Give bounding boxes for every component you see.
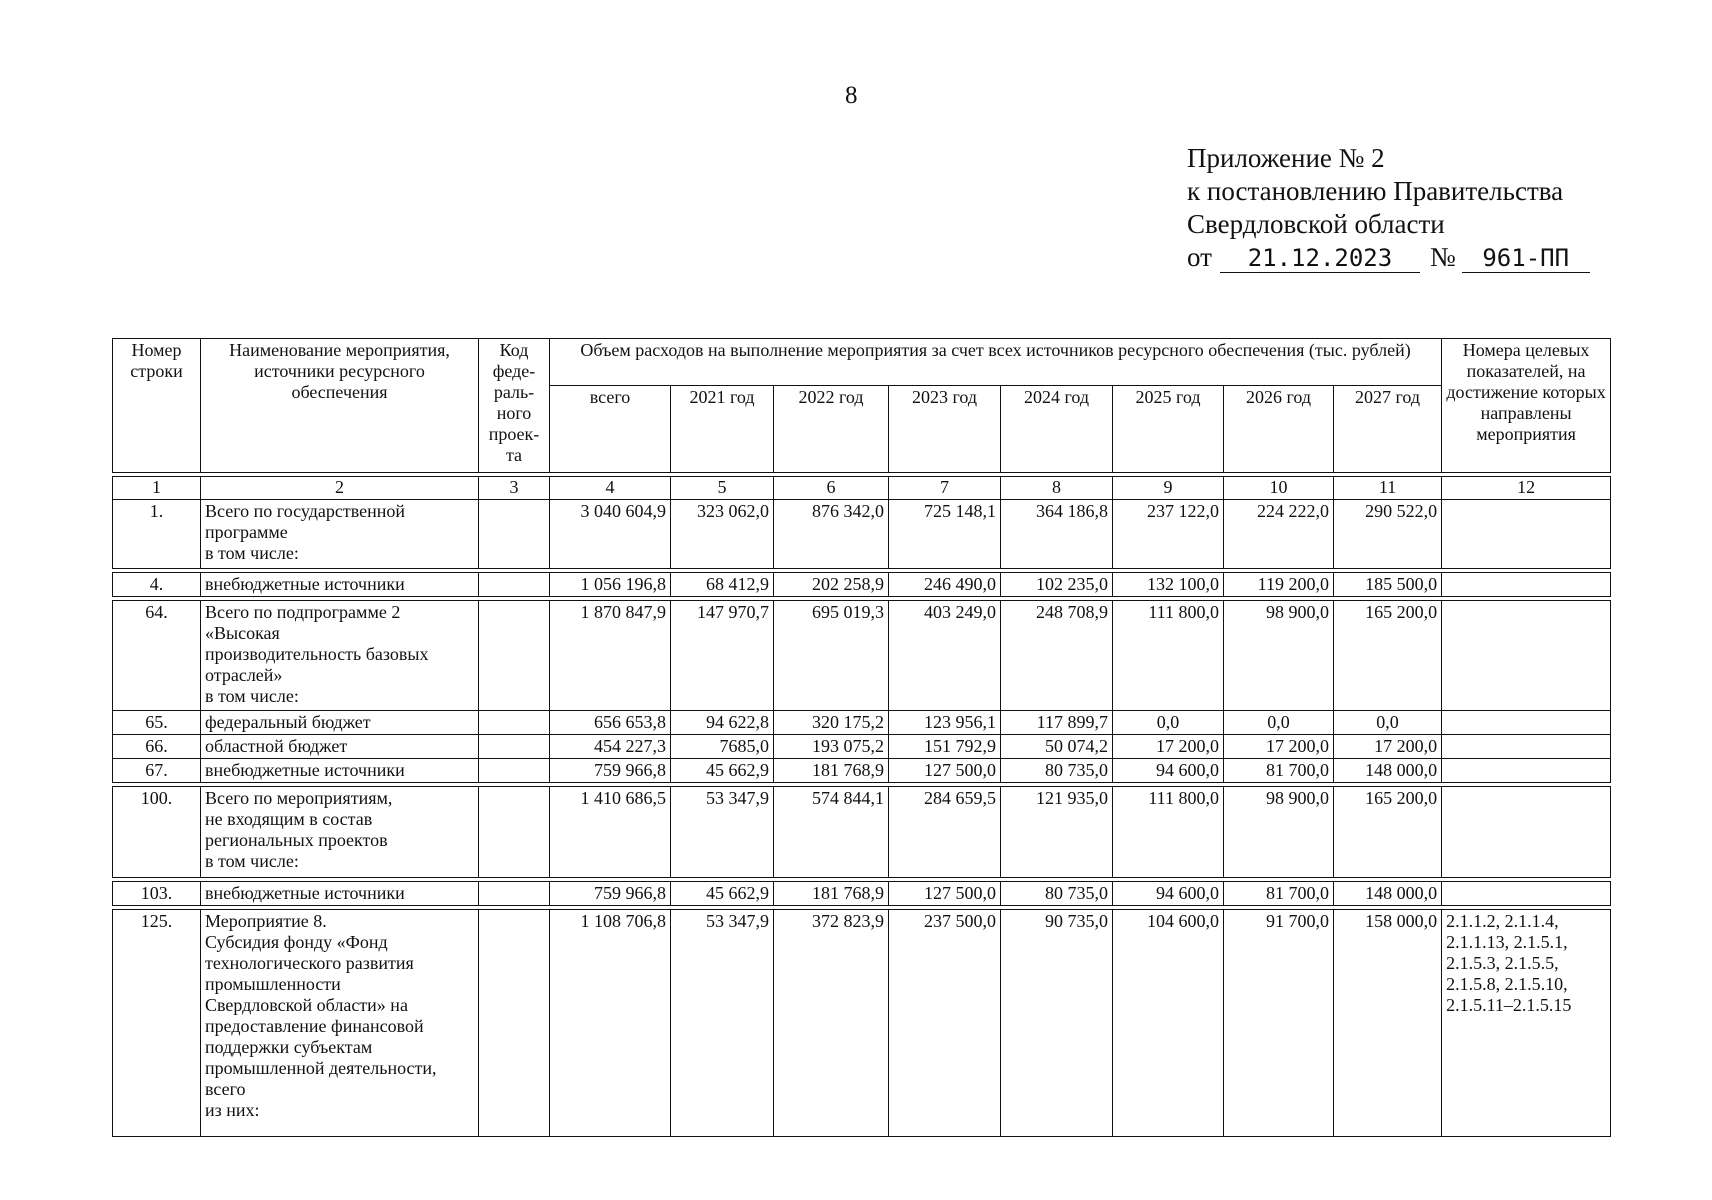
value-2025: 237 122,0 xyxy=(1113,500,1224,569)
value-2022: 202 258,9 xyxy=(774,573,889,597)
value-2024: 80 735,0 xyxy=(1001,759,1113,783)
page-number: 8 xyxy=(845,82,858,109)
row-code xyxy=(479,735,550,759)
appendix-title: Приложение № 2 xyxy=(1187,143,1385,173)
resolution-date: 21.12.2023 xyxy=(1220,244,1420,273)
value-2025: 104 600,0 xyxy=(1113,910,1224,1137)
row-targets xyxy=(1442,573,1611,597)
row-targets xyxy=(1442,601,1611,711)
header-name: Наименование мероприятия, источники ресурсного обеспечения xyxy=(201,339,479,473)
row-targets xyxy=(1442,759,1611,783)
value-2026: 81 700,0 xyxy=(1224,882,1334,906)
value-2021: 94 622,8 xyxy=(671,711,774,735)
row-targets xyxy=(1442,787,1611,878)
budget-table xyxy=(112,338,1611,1137)
column-number: 2 xyxy=(201,477,479,500)
value-2021: 53 347,9 xyxy=(671,910,774,1137)
header-year-2026: 2026 год xyxy=(1224,386,1334,473)
appendix-resolution: к постановлению Правительства xyxy=(1187,176,1564,206)
value-2024: 121 935,0 xyxy=(1001,787,1113,878)
number-label: № xyxy=(1429,242,1456,272)
value-2027: 148 000,0 xyxy=(1334,759,1442,783)
value-2024: 90 735,0 xyxy=(1001,910,1113,1137)
column-number: 11 xyxy=(1334,477,1442,500)
row-name: внебюджетные источники xyxy=(201,573,479,597)
value-total: 759 966,8 xyxy=(550,759,671,783)
row-code xyxy=(479,759,550,783)
header-year-2027: 2027 год xyxy=(1334,386,1442,473)
column-number: 5 xyxy=(671,477,774,500)
header-year-2021: 2021 год xyxy=(671,386,774,473)
value-2025: 94 600,0 xyxy=(1113,759,1224,783)
row-targets xyxy=(1442,735,1611,759)
header-federal-project-code: Код феде-раль-ного проек-та xyxy=(479,339,550,473)
value-2026: 98 900,0 xyxy=(1224,601,1334,711)
row-number: 67. xyxy=(113,759,201,783)
header-year-2024: 2024 год xyxy=(1001,386,1113,473)
row-number: 100. xyxy=(113,787,201,878)
value-total: 1 870 847,9 xyxy=(550,601,671,711)
column-number: 10 xyxy=(1224,477,1334,500)
value-2023: 284 659,5 xyxy=(889,787,1001,878)
table-row xyxy=(113,601,1611,711)
row-code xyxy=(479,711,550,735)
value-2024: 50 074,2 xyxy=(1001,735,1113,759)
header-year-2025: 2025 год xyxy=(1113,386,1224,473)
value-2026: 17 200,0 xyxy=(1224,735,1334,759)
value-2022: 574 844,1 xyxy=(774,787,889,878)
row-name: федеральный бюджет xyxy=(201,711,479,735)
value-2025: 94 600,0 xyxy=(1113,882,1224,906)
row-name: Мероприятие 8. Субсидия фонду «Фонд технологического развития промышленности Свердловской области» на предоставление финансовой поддержки субъектам промышленной деятельности, всего из них: xyxy=(201,910,479,1137)
value-2025: 132 100,0 xyxy=(1113,573,1224,597)
appendix-header xyxy=(1187,142,1590,274)
value-2026: 91 700,0 xyxy=(1224,910,1334,1137)
table-row xyxy=(113,711,1611,735)
value-2023: 127 500,0 xyxy=(889,882,1001,906)
value-2021: 45 662,9 xyxy=(671,759,774,783)
value-2021: 7685,0 xyxy=(671,735,774,759)
row-name: Всего по мероприятиям, не входящим в состав региональных проектов в том числе: xyxy=(201,787,479,878)
row-code xyxy=(479,573,550,597)
value-2025: 0,0 xyxy=(1113,711,1224,735)
row-number: 103. xyxy=(113,882,201,906)
value-total: 1 410 686,5 xyxy=(550,787,671,878)
value-2027: 290 522,0 xyxy=(1334,500,1442,569)
row-name: Всего по государственной программе в том числе: xyxy=(201,500,479,569)
row-number: 64. xyxy=(113,601,201,711)
value-2022: 372 823,9 xyxy=(774,910,889,1137)
row-targets xyxy=(1442,711,1611,735)
value-2026: 224 222,0 xyxy=(1224,500,1334,569)
value-2023: 725 148,1 xyxy=(889,500,1001,569)
value-total: 656 653,8 xyxy=(550,711,671,735)
row-number: 4. xyxy=(113,573,201,597)
row-name: внебюджетные источники xyxy=(201,882,479,906)
value-2025: 17 200,0 xyxy=(1113,735,1224,759)
header-row-number: Номер строки xyxy=(113,339,201,473)
row-number: 66. xyxy=(113,735,201,759)
header-total: всего xyxy=(550,386,671,473)
value-total: 1 108 706,8 xyxy=(550,910,671,1137)
value-2027: 165 200,0 xyxy=(1334,787,1442,878)
value-2022: 876 342,0 xyxy=(774,500,889,569)
appendix-region: Свердловской области xyxy=(1187,209,1445,239)
table-row xyxy=(113,787,1611,878)
value-total: 1 056 196,8 xyxy=(550,573,671,597)
row-number: 1. xyxy=(113,500,201,569)
value-2023: 151 792,9 xyxy=(889,735,1001,759)
value-2027: 165 200,0 xyxy=(1334,601,1442,711)
column-number: 4 xyxy=(550,477,671,500)
value-2024: 102 235,0 xyxy=(1001,573,1113,597)
table-row xyxy=(113,573,1611,597)
value-2023: 127 500,0 xyxy=(889,759,1001,783)
header-expense-volume: Объем расходов на выполнение мероприятия за счет всех источников ресурсного обеспечения (тыс. рублей) xyxy=(550,339,1442,386)
value-2024: 364 186,8 xyxy=(1001,500,1113,569)
value-2023: 403 249,0 xyxy=(889,601,1001,711)
value-2022: 181 768,9 xyxy=(774,759,889,783)
table-row xyxy=(113,910,1611,1137)
row-code xyxy=(479,882,550,906)
header-year-2023: 2023 год xyxy=(889,386,1001,473)
column-number: 1 xyxy=(113,477,201,500)
value-2021: 147 970,7 xyxy=(671,601,774,711)
row-name: внебюджетные источники xyxy=(201,759,479,783)
value-2024: 248 708,9 xyxy=(1001,601,1113,711)
row-targets: 2.1.1.2, 2.1.1.4, 2.1.1.13, 2.1.5.1, 2.1.5.3, 2.1.5.5, 2.1.5.8, 2.1.5.10, 2.1.5.11–2.1.5.15 xyxy=(1442,910,1611,1137)
row-code xyxy=(479,787,550,878)
value-2022: 320 175,2 xyxy=(774,711,889,735)
column-number: 12 xyxy=(1442,477,1611,500)
header-target-indicators: Номера целевых показателей, на достижение которых направлены мероприятия xyxy=(1442,339,1611,473)
row-name: Всего по подпрограмме 2 «Высокая производительность базовых отраслей» в том числе: xyxy=(201,601,479,711)
column-number: 8 xyxy=(1001,477,1113,500)
value-total: 3 040 604,9 xyxy=(550,500,671,569)
value-2025: 111 800,0 xyxy=(1113,601,1224,711)
row-targets xyxy=(1442,500,1611,569)
value-2026: 81 700,0 xyxy=(1224,759,1334,783)
column-number: 9 xyxy=(1113,477,1224,500)
value-2023: 237 500,0 xyxy=(889,910,1001,1137)
value-2027: 158 000,0 xyxy=(1334,910,1442,1137)
value-2027: 17 200,0 xyxy=(1334,735,1442,759)
value-2026: 119 200,0 xyxy=(1224,573,1334,597)
appendix-date-line xyxy=(1187,241,1590,274)
value-2021: 53 347,9 xyxy=(671,787,774,878)
row-targets xyxy=(1442,882,1611,906)
table-row xyxy=(113,500,1611,569)
column-number: 7 xyxy=(889,477,1001,500)
value-total: 759 966,8 xyxy=(550,882,671,906)
value-2024: 117 899,7 xyxy=(1001,711,1113,735)
value-total: 454 227,3 xyxy=(550,735,671,759)
value-2024: 80 735,0 xyxy=(1001,882,1113,906)
value-2025: 111 800,0 xyxy=(1113,787,1224,878)
header-year-2022: 2022 год xyxy=(774,386,889,473)
value-2021: 323 062,0 xyxy=(671,500,774,569)
resolution-number: 961-ПП xyxy=(1462,244,1590,273)
value-2027: 185 500,0 xyxy=(1334,573,1442,597)
value-2027: 148 000,0 xyxy=(1334,882,1442,906)
value-2027: 0,0 xyxy=(1334,711,1442,735)
row-name: областной бюджет xyxy=(201,735,479,759)
column-number: 6 xyxy=(774,477,889,500)
value-2026: 98 900,0 xyxy=(1224,787,1334,878)
row-code xyxy=(479,910,550,1137)
value-2023: 246 490,0 xyxy=(889,573,1001,597)
row-code xyxy=(479,500,550,569)
column-number: 3 xyxy=(479,477,550,500)
value-2021: 68 412,9 xyxy=(671,573,774,597)
value-2026: 0,0 xyxy=(1224,711,1334,735)
table-row xyxy=(113,882,1611,906)
value-2021: 45 662,9 xyxy=(671,882,774,906)
table-row xyxy=(113,759,1611,783)
from-label: от xyxy=(1187,242,1212,272)
table-row xyxy=(113,735,1611,759)
row-code xyxy=(479,601,550,711)
value-2022: 193 075,2 xyxy=(774,735,889,759)
row-number: 125. xyxy=(113,910,201,1137)
value-2022: 695 019,3 xyxy=(774,601,889,711)
row-number: 65. xyxy=(113,711,201,735)
value-2022: 181 768,9 xyxy=(774,882,889,906)
value-2023: 123 956,1 xyxy=(889,711,1001,735)
